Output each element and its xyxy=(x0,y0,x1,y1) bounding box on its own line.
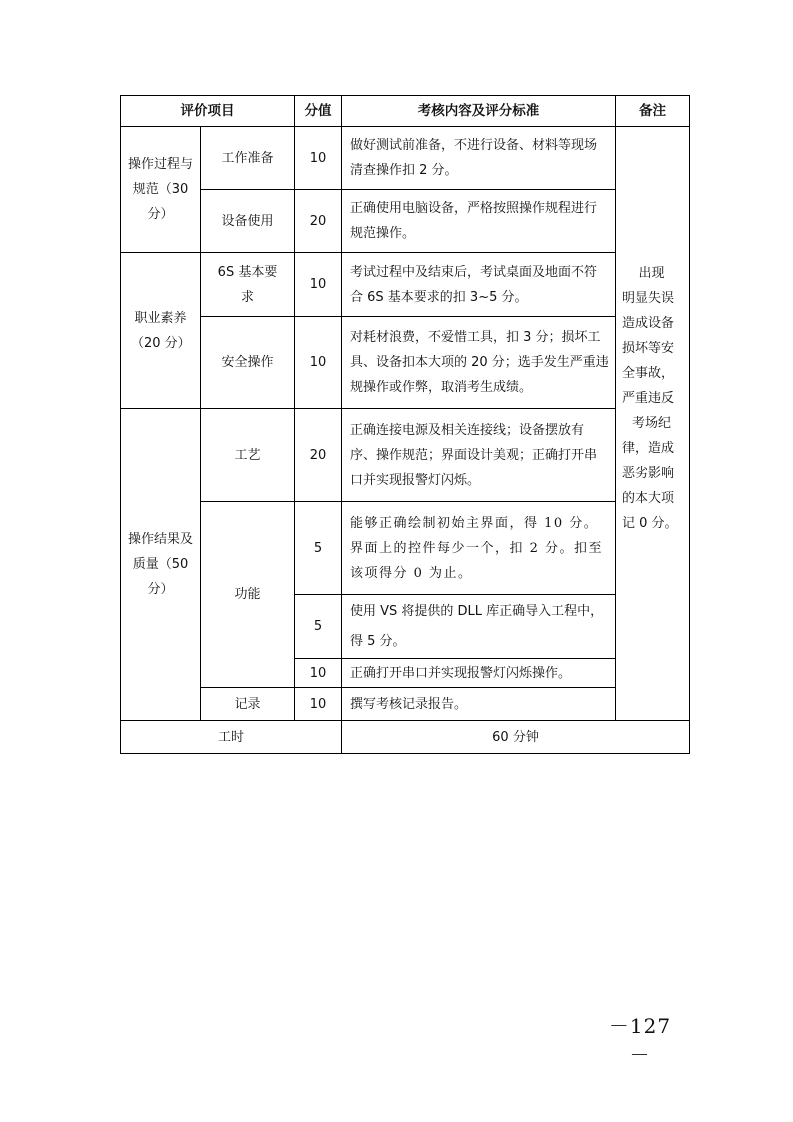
group-name: 操作结果及质量（50分） xyxy=(121,409,201,721)
criteria-cell: 能够正确绘制初始主界面，得 10 分。界面上的控件每少一个，扣 2 分。扣至该项得分 0 为止。 xyxy=(342,502,616,595)
table-row xyxy=(121,190,690,253)
header-criteria: 考核内容及评分标准 xyxy=(342,96,616,127)
remarks-line: 明显失误 xyxy=(622,291,675,306)
criteria-cell: 正确打开串口并实现报警灯闪烁操作。 xyxy=(342,659,616,688)
header-score: 分值 xyxy=(295,96,342,127)
remarks-line: 考场纪 xyxy=(631,416,671,431)
page-number: －127－ xyxy=(608,1014,672,1067)
remarks-line: 恶劣影响 xyxy=(622,466,675,481)
sub-item: 设备使用 xyxy=(201,190,295,253)
score-cell: 5 xyxy=(295,502,342,595)
sub-item: 工艺 xyxy=(201,409,295,502)
criteria-cell: 做好测试前准备，不进行设备、材料等现场清查操作扣 2 分。 xyxy=(342,127,616,190)
header-remarks: 备注 xyxy=(616,96,690,127)
table-row xyxy=(121,127,690,190)
criteria-cell: 撰写考核记录报告。 xyxy=(342,688,616,721)
table-row xyxy=(121,409,690,502)
header-row xyxy=(121,96,690,127)
criteria-cell: 使用 VS 将提供的 DLL 库正确导入工程中，得 5 分。 xyxy=(342,595,616,659)
score-cell: 20 xyxy=(295,409,342,502)
sub-item: 功能 xyxy=(201,502,295,688)
score-cell: 10 xyxy=(295,688,342,721)
criteria-cell: 正确连接电源及相关连接线；设备摆放有序、操作规范；界面设计美观；正确打开串口并实现报警灯闪烁。 xyxy=(342,409,616,502)
work-time-value: 60 分钟 xyxy=(342,721,690,754)
score-cell: 20 xyxy=(295,190,342,253)
remarks-line: 记 0 分。 xyxy=(622,516,678,531)
group-name: 职业素养（20 分） xyxy=(121,253,201,409)
score-cell: 10 xyxy=(295,127,342,190)
table-row xyxy=(121,253,690,317)
sub-item: 6S 基本要求 xyxy=(201,253,295,317)
assessment-table xyxy=(120,95,690,754)
table-row xyxy=(121,688,690,721)
remarks-line: 律，造成 xyxy=(622,441,675,456)
work-time-label: 工时 xyxy=(121,721,342,754)
score-cell: 10 xyxy=(295,659,342,688)
score-cell: 10 xyxy=(295,253,342,317)
score-cell: 5 xyxy=(295,595,342,659)
remarks-line: 的本大项 xyxy=(622,491,675,506)
table-row xyxy=(121,317,690,409)
remarks-line: 严重违反 xyxy=(622,391,675,406)
remarks-cell xyxy=(616,127,690,721)
group-name: 操作过程与规范（30分） xyxy=(121,127,201,253)
remarks-line: 造成设备 xyxy=(622,316,675,331)
sub-item: 记录 xyxy=(201,688,295,721)
score-cell: 10 xyxy=(295,317,342,409)
sub-item: 安全操作 xyxy=(201,317,295,409)
criteria-cell: 对耗材浪费，不爱惜工具，扣 3 分；损坏工具、设备扣本大项的 20 分；选手发生严重违规操作或作弊，取消考生成绩。 xyxy=(342,317,616,409)
remarks-line: 出现 xyxy=(638,266,665,281)
remarks-line: 全事故， xyxy=(622,366,675,381)
work-time-row xyxy=(121,721,690,754)
criteria-cell: 考试过程中及结束后，考试桌面及地面不符合 6S 基本要求的扣 3~5 分。 xyxy=(342,253,616,317)
remarks-line: 损坏等安 xyxy=(622,341,675,356)
table-row xyxy=(121,502,690,595)
sub-item: 工作准备 xyxy=(201,127,295,190)
criteria-cell: 正确使用电脑设备，严格按照操作规程进行规范操作。 xyxy=(342,190,616,253)
header-item: 评价项目 xyxy=(121,96,295,127)
